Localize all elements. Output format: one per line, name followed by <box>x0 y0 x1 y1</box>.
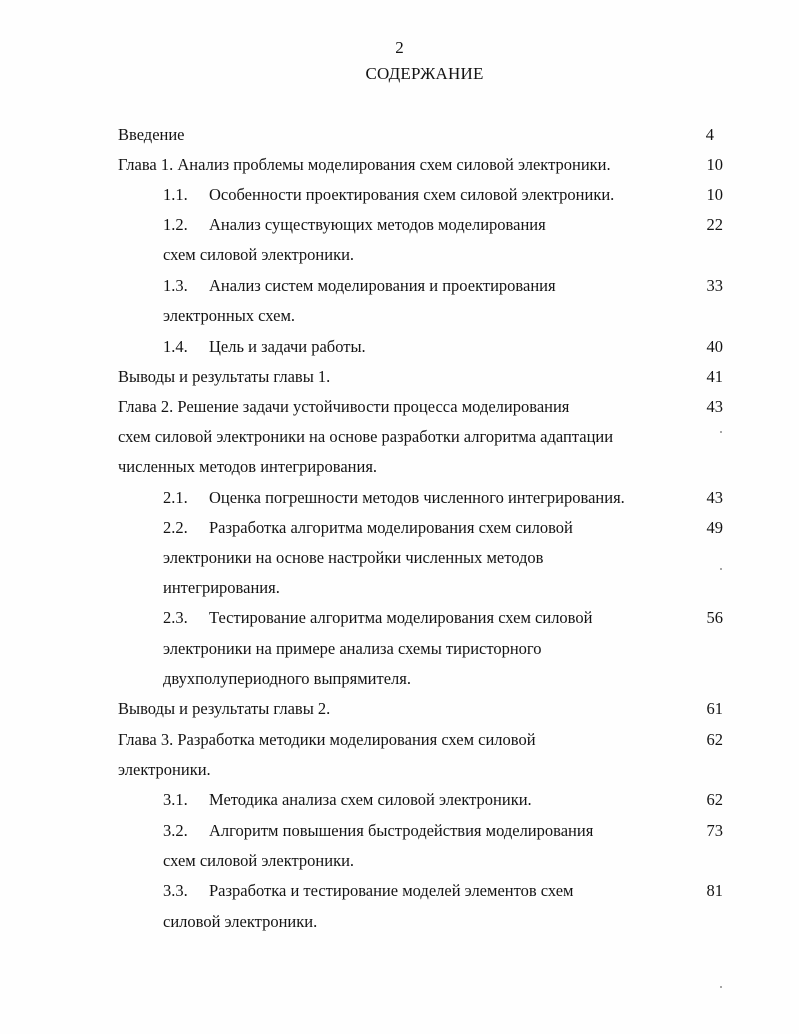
toc-entry-1-2 <box>163 215 546 235</box>
toc-page-2-1: 43 <box>706 488 723 507</box>
toc-entry-2-2-cont-1: электроники на основе настройки численных методов <box>163 548 544 567</box>
toc-number: 3.3. <box>163 881 188 900</box>
toc-page-1-1: 10 <box>706 185 723 204</box>
toc-entry-text: Анализ существующих методов моделирования <box>209 215 546 234</box>
toc-page-3-3: 81 <box>706 881 723 900</box>
toc-entry-2-2-cont-2: интегрирования. <box>163 578 280 597</box>
toc-entry-3-2-cont: схем силовой электроники. <box>163 851 355 870</box>
toc-number: 2.1. <box>163 488 188 507</box>
scan-speck <box>720 986 722 988</box>
toc-page-intro: 4 <box>705 125 714 144</box>
toc-page-chapter-2: 43 <box>706 397 723 416</box>
toc-page-2-3: 56 <box>706 608 723 627</box>
toc-entry-chapter-3-cont: электроники. <box>118 760 211 779</box>
toc-number: 2.3. <box>163 608 188 627</box>
toc-page-chapter-1: 10 <box>706 155 723 174</box>
toc-entry-3-2 <box>163 821 593 841</box>
toc-entry-text: Тестирование алгоритма моделирования схем силовой <box>209 608 593 627</box>
toc-number: 1.3. <box>163 276 188 295</box>
toc-title: СОДЕРЖАНИЕ <box>365 64 484 83</box>
toc-entry-3-1 <box>163 790 532 810</box>
toc-entry-text: Анализ систем моделирования и проектирования <box>209 276 556 295</box>
toc-entry-text: Оценка погрешности методов численного интегрирования. <box>209 488 625 507</box>
toc-number: 1.4. <box>163 337 188 356</box>
toc-number: 2.2. <box>163 518 188 537</box>
toc-page-1-4: 40 <box>706 337 723 356</box>
toc-entry-2-2 <box>163 518 573 538</box>
toc-entry-conclusions-1: Выводы и результаты главы 1. <box>118 367 331 386</box>
toc-entry-text: Цель и задачи работы. <box>209 337 366 356</box>
toc-entry-chapter-1: Глава 1. Анализ проблемы моделирования схем силовой электроники. <box>118 155 611 174</box>
toc-entry-1-3 <box>163 276 556 296</box>
toc-entry-1-1 <box>163 185 614 205</box>
toc-entry-text: Методика анализа схем силовой электроники. <box>209 790 532 809</box>
toc-entry-text: Алгоритм повышения быстродействия моделирования <box>209 821 594 840</box>
toc-number: 1.2. <box>163 215 188 234</box>
toc-page-conclusions-2: 61 <box>706 699 723 718</box>
toc-page-1-2: 22 <box>706 215 723 234</box>
toc-number: 3.2. <box>163 821 188 840</box>
toc-entry-chapter-2: Глава 2. Решение задачи устойчивости процесса моделирования <box>118 397 570 416</box>
toc-page-conclusions-1: 41 <box>706 367 723 386</box>
toc-entry-3-3 <box>163 881 573 901</box>
toc-entry-3-3-cont: силовой электроники. <box>163 912 318 931</box>
toc-page-3-1: 62 <box>706 790 723 809</box>
toc-number: 3.1. <box>163 790 188 809</box>
toc-entry-text: Особенности проектирования схем силовой электроники. <box>209 185 615 204</box>
toc-entry-2-3-cont-2: двухполупериодного выпрямителя. <box>163 669 411 688</box>
toc-entry-conclusions-2: Выводы и результаты главы 2. <box>118 699 331 718</box>
toc-page-2-2: 49 <box>706 518 723 537</box>
toc-page-1-3: 33 <box>706 276 723 295</box>
toc-entry-intro: Введение <box>118 125 185 144</box>
toc-entry-chapter-2-cont-2: численных методов интегрирования. <box>118 457 378 476</box>
toc-entry-1-3-cont: электронных схем. <box>163 306 296 325</box>
toc-entry-text: Разработка и тестирование моделей элементов схем <box>209 881 574 900</box>
scan-speck <box>720 568 722 570</box>
toc-entry-2-1 <box>163 488 625 508</box>
scan-speck <box>720 431 722 433</box>
toc-entry-chapter-3: Глава 3. Разработка методики моделирования схем силовой <box>118 730 536 749</box>
toc-entry-chapter-2-cont-1: схем силовой электроники на основе разработки алгоритма адаптации <box>118 427 614 446</box>
toc-entry-1-4 <box>163 337 366 357</box>
toc-entry-2-3-cont-1: электроники на примере анализа схемы тиристорного <box>163 639 542 658</box>
toc-entry-2-3 <box>163 608 592 628</box>
toc-entry-1-2-cont: схем силовой электроники. <box>163 245 355 264</box>
page-number: 2 <box>395 38 404 57</box>
toc-page-3-2: 73 <box>706 821 723 840</box>
toc-number: 1.1. <box>163 185 188 204</box>
toc-entry-text: Разработка алгоритма моделирования схем силовой <box>209 518 573 537</box>
toc-page-chapter-3: 62 <box>706 730 723 749</box>
